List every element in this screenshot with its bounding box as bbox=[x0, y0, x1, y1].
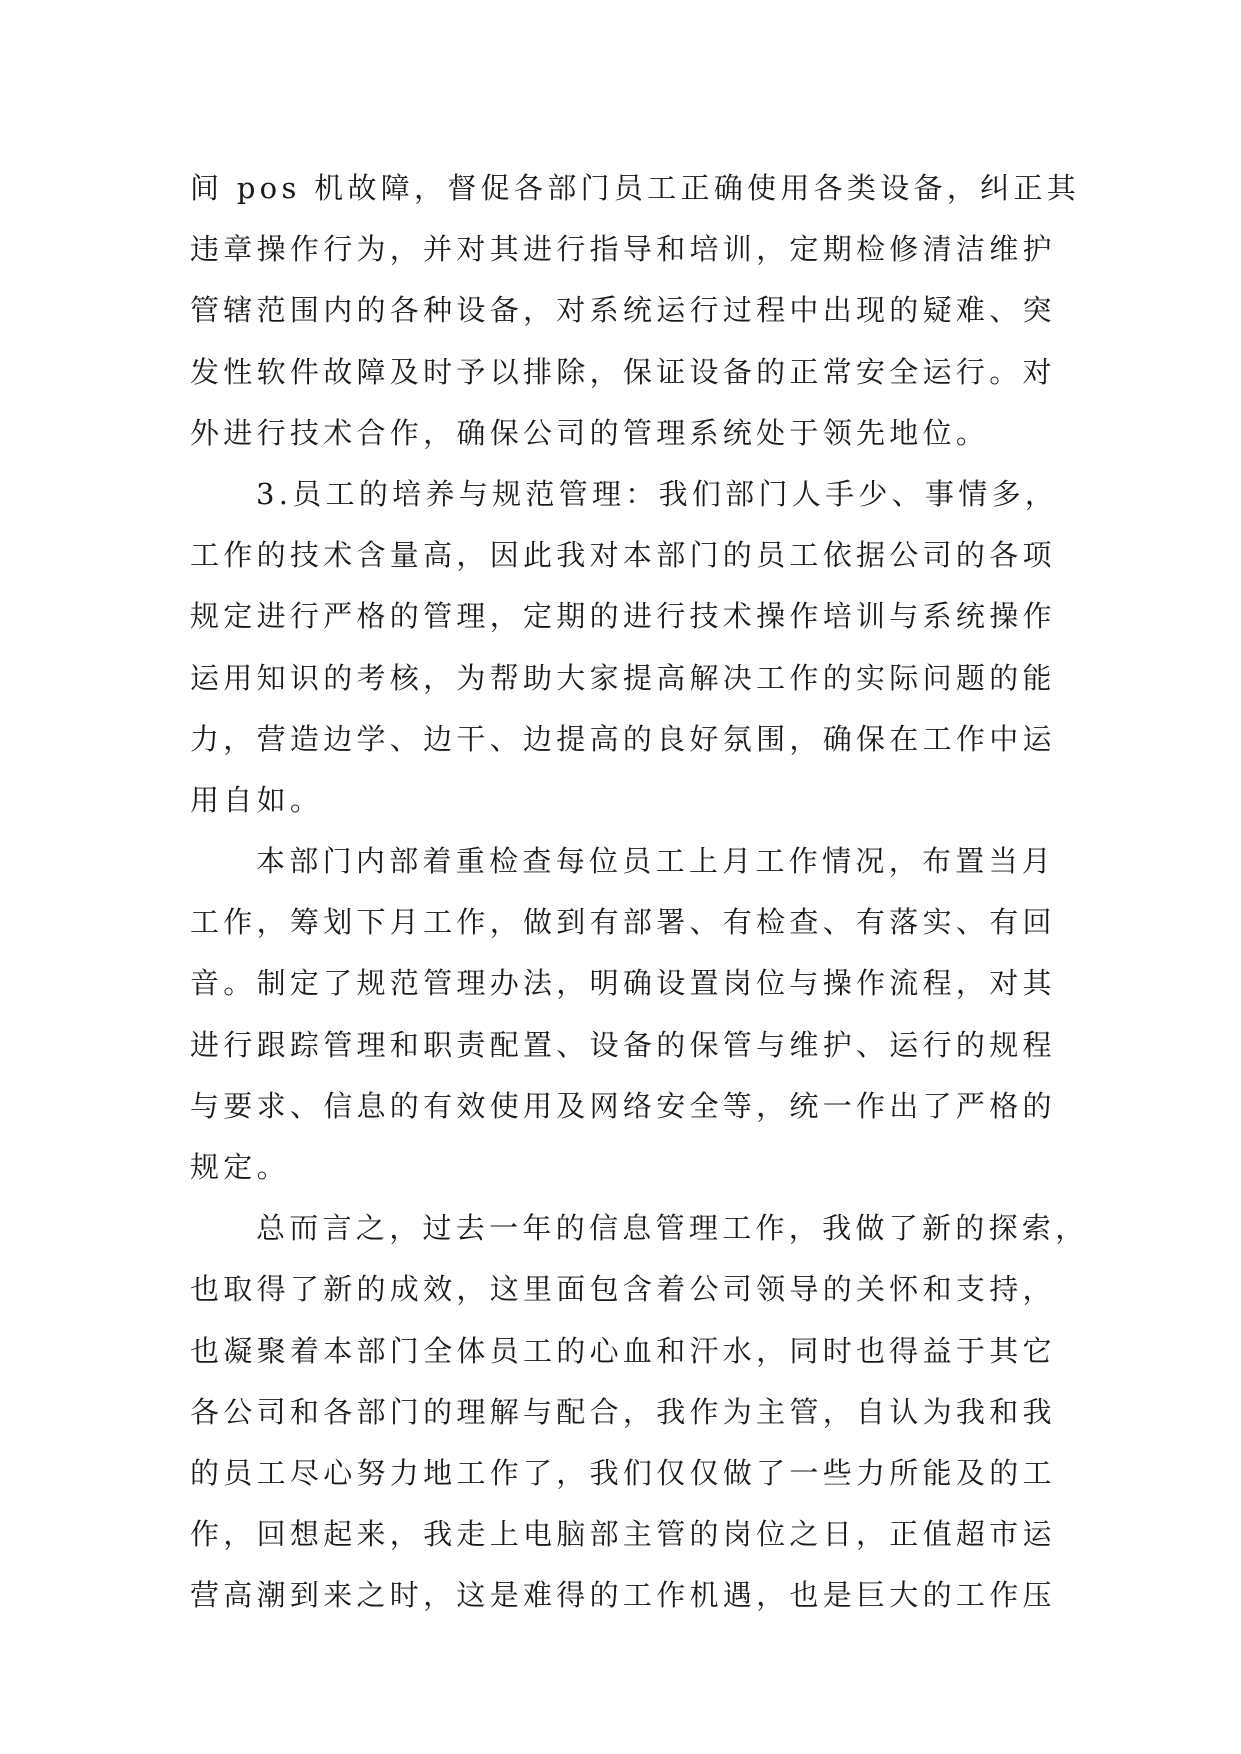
text-line: 违章操作行为，并对其进行指导和培训，定期检修清洁维护 bbox=[190, 232, 1056, 267]
text-line: 工作，筹划下月工作，做到有部署、有检查、有落实、有回 bbox=[190, 905, 1056, 940]
text-line: 各公司和各部门的理解与配合，我作为主管，自认为我和我 bbox=[190, 1394, 1056, 1429]
text-line: 用自如。 bbox=[190, 782, 324, 817]
document-body bbox=[190, 158, 1089, 1627]
paragraph-start-line: 3.员工的培养与规范管理：我们部门人手少、事情多， bbox=[256, 476, 1059, 511]
text-line: 外进行技术合作，确保公司的管理系统处于领先地位。 bbox=[190, 415, 990, 450]
text-line: 也取得了新的成效，这里面包含着公司领导的关怀和支持， bbox=[190, 1272, 1056, 1307]
text-line: 间 pos 机故障，督促各部门员工正确使用各类设备，纠正其 bbox=[190, 171, 1081, 205]
text-line: 力，营造边学、边干、边提高的良好氛围，确保在工作中运 bbox=[190, 721, 1056, 756]
text-line: 规定进行严格的管理，定期的进行技术操作培训与系统操作 bbox=[190, 599, 1056, 634]
text-line: 作，回想起来，我走上电脑部主管的岗位之日，正值超市运 bbox=[190, 1517, 1056, 1552]
text-line: 工作的技术含量高，因此我对本部门的员工依据公司的各项 bbox=[190, 538, 1056, 573]
text-line: 音。制定了规范管理办法，明确设置岗位与操作流程，对其 bbox=[190, 966, 1056, 1001]
text-line: 与要求、信息的有效使用及网络安全等，统一作出了严格的 bbox=[190, 1088, 1056, 1123]
paragraph-start-line: 总而言之，过去一年的信息管理工作，我做了新的探索， bbox=[256, 1211, 1089, 1246]
text-line: 营高潮到来之时，这是难得的工作机遇，也是巨大的工作压 bbox=[190, 1578, 1056, 1613]
text-line: 规定。 bbox=[190, 1150, 290, 1184]
paragraph-start-line: 本部门内部着重检查每位员工上月工作情况，布置当月 bbox=[256, 844, 1056, 879]
text-line: 进行跟踪管理和职责配置、设备的保管与维护、运行的规程 bbox=[190, 1027, 1056, 1062]
text-line: 运用知识的考核，为帮助大家提高解决工作的实际问题的能 bbox=[190, 660, 1056, 695]
text-line: 发性软件故障及时予以排除，保证设备的正常安全运行。对 bbox=[190, 354, 1056, 389]
text-line: 管辖范围内的各种设备，对系统运行过程中出现的疑难、突 bbox=[190, 293, 1056, 328]
text-line: 的员工尽心努力地工作了，我们仅仅做了一些力所能及的工 bbox=[190, 1455, 1056, 1490]
text-line: 也凝聚着本部门全体员工的心血和汗水，同时也得益于其它 bbox=[190, 1333, 1056, 1368]
